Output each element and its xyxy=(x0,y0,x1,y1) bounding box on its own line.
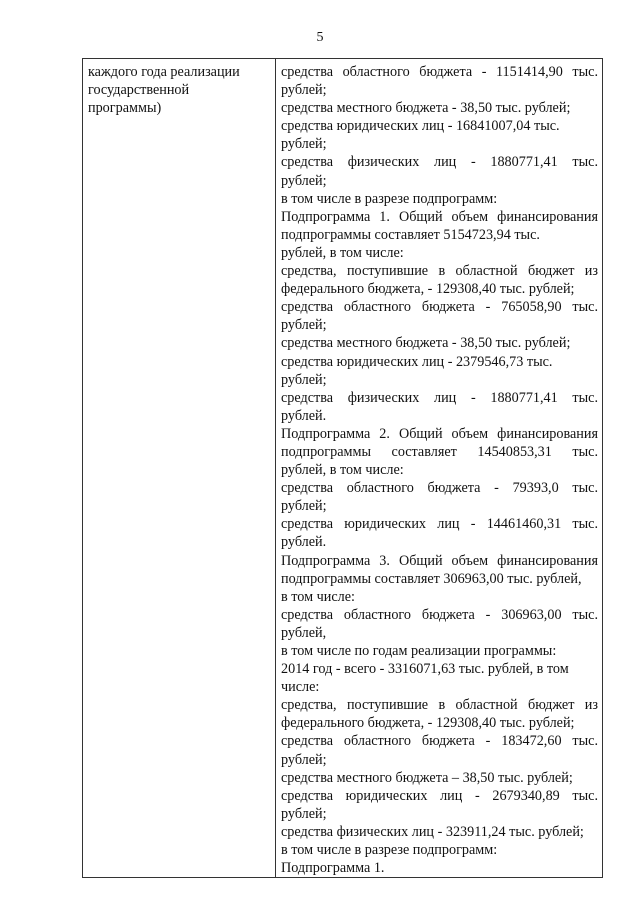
content-line: средства местного бюджета – 38,50 тыс. рублей; xyxy=(281,769,573,786)
label-line: государственной xyxy=(88,82,190,99)
content-line: в том числе: xyxy=(281,588,355,605)
content-line: рублей; xyxy=(281,371,327,388)
content-line: средства, поступившие в областной бюджет из xyxy=(281,697,598,714)
content-line: средства областного бюджета - 1151414,90 тыс. xyxy=(281,64,598,80)
content-line: средства физических лиц - 323911,24 тыс. рублей; xyxy=(281,823,584,840)
content-line: средства местного бюджета - 38,50 тыс. рублей; xyxy=(281,335,571,352)
content-line: федерального бюджета, - 129308,40 тыс. рублей; xyxy=(281,281,575,298)
content-line: подпрограммы составляет 14540853,31 тыс. xyxy=(281,443,598,460)
content-line: средства областного бюджета - 183472,60 тыс. xyxy=(281,733,598,750)
content-line: Подпрограмма 2. Общий объем финансирования xyxy=(281,425,598,442)
content-line: рублей; xyxy=(281,136,327,153)
content-line: средства физических лиц - 1880771,41 тыс. xyxy=(281,389,598,406)
content-line: рублей; xyxy=(281,751,327,768)
content-line: средства областного бюджета - 765058,90 тыс. xyxy=(281,299,598,316)
content-line: числе: xyxy=(281,679,320,696)
content-line: федерального бюджета, - 129308,40 тыс. рублей; xyxy=(281,715,575,732)
label-cell xyxy=(83,59,276,878)
content-line: рублей; xyxy=(281,82,327,99)
table-row xyxy=(83,59,603,878)
content-line: средства физических лиц - 1880771,41 тыс. xyxy=(281,154,598,171)
content-line: рублей; xyxy=(281,805,327,822)
content-line: рублей. xyxy=(281,534,327,551)
content-line: в том числе в разрезе подпрограмм: xyxy=(281,190,498,207)
content-line: средства юридических лиц - 16841007,04 тыс. xyxy=(281,118,560,135)
content-line: подпрограммы составляет 306963,00 тыс. рублей, xyxy=(281,570,582,587)
funding-table xyxy=(82,58,603,878)
content-line: рублей; xyxy=(281,172,327,189)
content-line: в том числе по годам реализации программы: xyxy=(281,643,557,659)
content-line: рублей; xyxy=(281,317,327,334)
content-line: рублей, в том числе: xyxy=(281,244,404,261)
content-line: средства юридических лиц - 2379546,73 тыс. xyxy=(281,353,553,370)
label-line: программы) xyxy=(88,100,162,117)
content-line: в том числе в разрезе подпрограмм: xyxy=(281,842,498,859)
content-line: Подпрограмма 3. Общий объем финансирования xyxy=(281,552,598,569)
content-line: средства местного бюджета - 38,50 тыс. рублей; xyxy=(281,100,571,117)
content-cell xyxy=(276,59,603,878)
content-line: средства юридических лиц - 2679340,89 тыс. xyxy=(281,787,598,804)
content-line: рублей, xyxy=(281,624,327,641)
content-line: средства, поступившие в областной бюджет из xyxy=(281,263,598,280)
content-line: подпрограммы составляет 5154723,94 тыс. xyxy=(281,226,540,243)
content-line: 2014 год - всего - 3316071,63 тыс. рублей, в том xyxy=(281,661,569,678)
content-line: Подпрограмма 1. xyxy=(281,860,385,877)
content-line: средства областного бюджета - 306963,00 тыс. xyxy=(281,606,598,623)
page-number: 5 xyxy=(316,30,324,45)
content-line: рублей, в том числе: xyxy=(281,462,404,479)
content-line: средства юридических лиц - 14461460,31 тыс. xyxy=(281,516,598,533)
content-line: рублей. xyxy=(281,407,327,424)
content-line: Подпрограмма 1. Общий объем финансирования xyxy=(281,208,598,225)
content-line: средства областного бюджета - 79393,0 тыс. xyxy=(281,480,598,497)
content-line: рублей; xyxy=(281,498,327,515)
label-line: каждого года реализации xyxy=(88,64,240,80)
